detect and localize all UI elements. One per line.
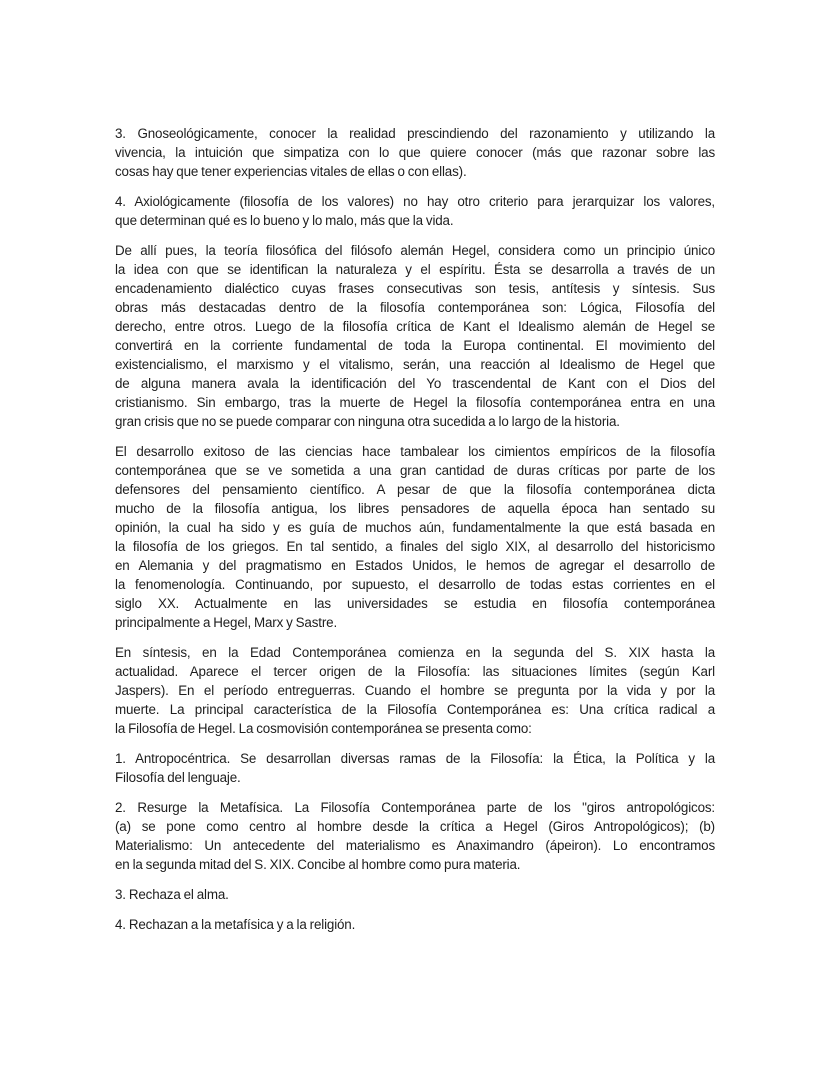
paragraph	[115, 915, 715, 934]
paragraph	[115, 442, 715, 632]
text-line: 1. Antropocéntrica. Se desarrollan diversas ramas de la Filosofía: la Ética, la Política y la	[115, 751, 715, 766]
text-line: El desarrollo exitoso de las ciencias hace tambalear los cimientos empíricos de la filosofía	[115, 444, 715, 459]
text-line: opinión, la cual ha sido y es guía de muchos aún, fundamentalmente la que está basada en	[115, 520, 715, 535]
paragraph	[115, 643, 715, 738]
paragraph	[115, 749, 715, 787]
text-line: gran crisis que no se puede comparar con ninguna otra sucedida a lo largo de la historia.	[115, 414, 620, 429]
text-line: 2. Resurge la Metafísica. La Filosofía Contemporánea parte de los "giros antropológicos:	[115, 800, 715, 815]
text-line: la fenomenología. Continuando, por supuesto, el desarrollo de todas estas corrientes en el	[115, 577, 715, 592]
text-line: Filosofía del lenguaje.	[115, 770, 241, 785]
text-line: defensores del pensamiento científico. A pesar de que la filosofía contemporánea dicta	[115, 482, 715, 497]
text-line: De allí pues, la teoría filosófica del filósofo alemán Hegel, considera como un principio único	[115, 243, 715, 258]
text-line: en la segunda mitad del S. XIX. Concibe al hombre como pura materia.	[115, 857, 521, 872]
text-line: 3. Rechaza el alma.	[115, 887, 229, 902]
text-line: En síntesis, en la Edad Contemporánea comienza en la segunda del S. XIX hasta la	[115, 645, 715, 660]
text-line: muerte. La principal característica de la Filosofía Contemporánea es: Una crítica radical a	[115, 702, 715, 717]
text-line: (a) se pone como centro al hombre desde la crítica a Hegel (Giros Antropológicos); (b)	[115, 819, 715, 834]
text-line: existencialismo, el marxismo y el vitalismo, serán, una reacción al Idealismo de Hegel que	[115, 357, 715, 372]
text-line: cristianismo. Sin embargo, tras la muerte de Hegel la filosofía contemporánea entra en una	[115, 395, 715, 410]
text-line: 4. Rechazan a la metafísica y a la religión.	[115, 917, 356, 932]
text-line: cosas hay que tener experiencias vitales de ellas o con ellas).	[115, 164, 467, 179]
text-line: contemporánea que se ve sometida a una gran cantidad de duras críticas por parte de los	[115, 463, 715, 478]
text-line: vivencia, la intuición que simpatiza con lo que quiere conocer (más que razonar sobre las	[115, 145, 715, 160]
text-line: siglo XX. Actualmente en las universidades se estudia en filosofía contemporánea	[115, 596, 715, 611]
paragraph	[115, 192, 715, 230]
paragraph	[115, 124, 715, 181]
text-line: de alguna manera avala la identificación del Yo trascendental de Kant con el Dios del	[115, 376, 715, 391]
text-line: obras más destacadas dentro de la filosofía contemporánea son: Lógica, Filosofía del	[115, 300, 715, 315]
text-line: mucho de la filosofía antigua, los libres pensadores de aquella época han sentado su	[115, 501, 715, 516]
document-page	[115, 124, 715, 945]
text-line: convertirá en la corriente fundamental de toda la Europa continental. El movimiento del	[115, 338, 715, 353]
text-line: la Filosofía de Hegel. La cosmovisión contemporánea se presenta como:	[115, 721, 532, 736]
text-line: actualidad. Aparece el tercer origen de la Filosofía: las situaciones límites (según Karl	[115, 664, 715, 679]
text-line: en Alemania y del pragmatismo en Estados Unidos, le hemos de agregar el desarrollo de	[115, 558, 715, 573]
text-line: la filosofía de los griegos. En tal sentido, a finales del siglo XIX, al desarrollo del historicismo	[115, 539, 715, 554]
text-line: la idea con que se identifican la naturaleza y el espíritu. Ésta se desarrolla a través de un	[115, 262, 715, 277]
text-line: principalmente a Hegel, Marx y Sastre.	[115, 615, 338, 630]
text-line: Materialismo: Un antecedente del materialismo es Anaximandro (ápeiron). Lo encontramos	[115, 838, 715, 853]
paragraph	[115, 885, 715, 904]
text-line: 4. Axiológicamente (filosofía de los valores) no hay otro criterio para jerarquizar los valores,	[115, 194, 715, 209]
text-line: que determinan qué es lo bueno y lo malo, más que la vida.	[115, 213, 454, 228]
text-line: encadenamiento dialéctico cuyas frases consecutivas son tesis, antítesis y síntesis. Sus	[115, 281, 715, 296]
text-line: derecho, entre otros. Luego de la filosofía crítica de Kant el Idealismo alemán de Hegel se	[115, 319, 715, 334]
paragraph	[115, 241, 715, 431]
text-line: Jaspers). En el período entreguerras. Cuando el hombre se pregunta por la vida y por la	[115, 683, 715, 698]
paragraph	[115, 798, 715, 874]
text-line: 3. Gnoseológicamente, conocer la realidad prescindiendo del razonamiento y utilizando la	[115, 126, 715, 141]
